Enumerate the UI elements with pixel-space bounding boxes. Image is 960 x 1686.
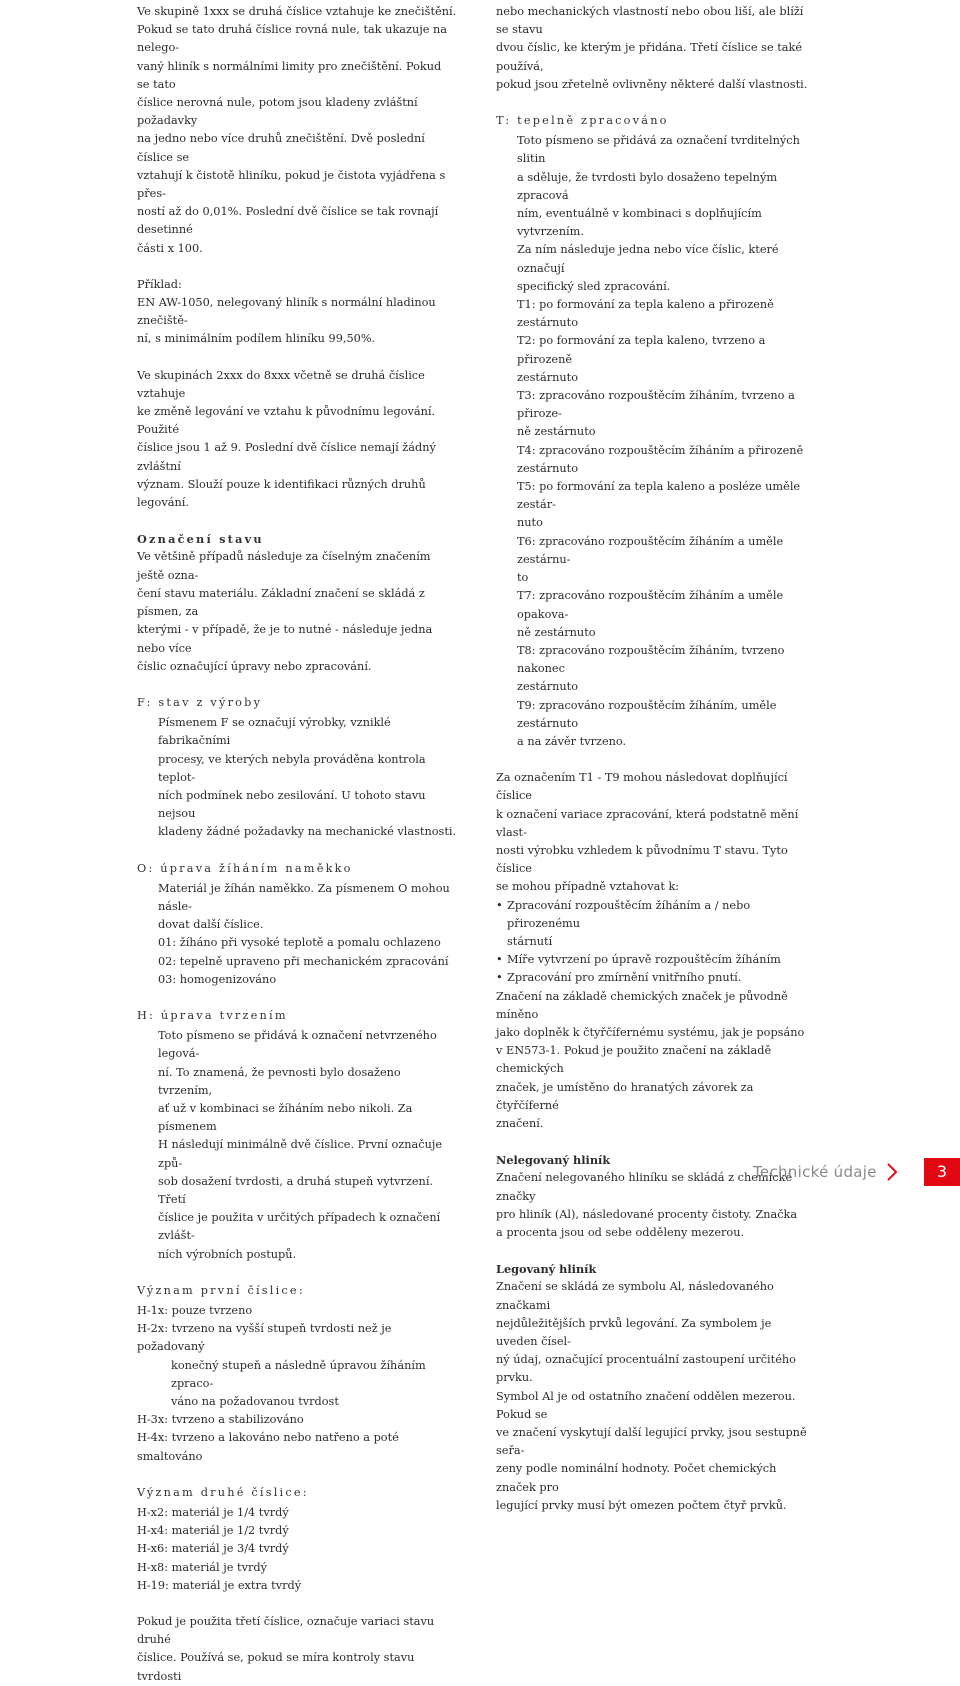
intro-paragraph	[137, 3, 457, 258]
text-line: Ve většině případů následuje za číselným značením ještě ozna-	[137, 550, 431, 582]
nonalloy-heading: Nelegovaný hliník	[496, 1153, 611, 1168]
text-line: se mohou případně vztahovat k:	[496, 880, 680, 894]
item-code: H-4x:	[137, 1431, 172, 1445]
t-item-line: T6: zpracováno rozpouštěcím žíháním a uměle zestárnu-	[517, 534, 784, 566]
text-line: EN AW-1050, nelegovaný hliník s normální hladinou znečiště-	[137, 296, 436, 328]
chemical-paragraph	[496, 988, 811, 1134]
h-paragraph	[137, 1027, 457, 1264]
t-paragraph	[496, 132, 811, 296]
text-line: ním, eventuálně v kombinaci s doplňujícím vytvrzením.	[517, 207, 762, 239]
text-line: Ve skupinách 2xxx do 8xxx včetně se druhá číslice vztahuje	[137, 368, 425, 400]
t-item-line: T1: po formování za tepla kaleno a přirozeně zestárnuto	[517, 298, 774, 330]
text-line: nebo mechanických vlastností nebo obou liší, ale blíží se stavu	[496, 5, 804, 37]
text-line: číslice. Používá se, pokud se míra kontroly stavu tvrdosti	[137, 1651, 415, 1683]
alloy-paragraph	[496, 1278, 811, 1515]
t-variation-list	[496, 897, 811, 988]
list-item	[496, 969, 811, 987]
f-heading: F: stav z výroby	[137, 695, 263, 709]
text-line: vztahují k čistotě hliníku, pokud je čistota vyjádřena s přes-	[137, 168, 446, 201]
second-digit-list	[137, 1504, 457, 1595]
text-line: H-x8: materiál je tvrdý	[137, 1560, 267, 1574]
text-line: zeny podle nominální hodnoty. Počet chemických značek pro	[496, 1462, 777, 1494]
t-item-line: zestárnuto	[517, 461, 579, 475]
text-line: H-x6: materiál je 3/4 tvrdý	[137, 1542, 289, 1556]
list-item	[137, 1302, 457, 1320]
text-line: ve značení vyskytují další legující prvky, jsou sestupně seřa-	[496, 1426, 807, 1458]
text-line: 01: žíháno při vysoké teplotě a pomalu ochlazeno	[158, 936, 441, 950]
text-line: Značení nelegovaného hliníku se skládá z chemické značky	[496, 1171, 793, 1203]
text-line: Značení na základě chemických značek je původně míněno	[496, 989, 788, 1021]
text-line: význam. Slouží pouze k identifikaci různých druhů legování.	[137, 477, 426, 510]
t-heading: T: tepelně zpracováno	[496, 114, 669, 128]
text-line: značek, je umístěno do hranatých závorek za čtyřčíferné	[496, 1080, 754, 1112]
text-line: Symbol Al je od ostatního značení oddělen mezerou. Pokud se	[496, 1389, 796, 1421]
text-line: ních výrobních postupů.	[158, 1247, 297, 1261]
text-line: Za ním následuje jedna nebo více číslic, které označují	[517, 243, 779, 275]
text-line: Značení se skládá ze symbolu Al, následovaného značkami	[496, 1280, 774, 1312]
o-paragraph	[137, 880, 457, 989]
text-line: čení stavu materiálu. Základní značení se skládá z písmen, za	[137, 586, 425, 619]
text-line: značení.	[496, 1116, 544, 1130]
bullet-line: • Míře vytvrzení po úpravě rozpouštěcím žíháním	[507, 953, 781, 967]
list-item	[137, 1429, 457, 1465]
text-line: číslic označující úpravy nebo zpracování.	[137, 659, 372, 673]
list-item	[137, 1320, 457, 1411]
example-paragraph	[137, 276, 457, 349]
t-item-line: zestárnuto	[517, 680, 579, 694]
item-line: váno na požadovanou tvrdost	[171, 1395, 339, 1409]
text-line: ní, s minimálním podílem hliníku 99,50%.	[137, 332, 376, 346]
text-line: 03: homogenizováno	[158, 972, 277, 986]
h-heading: H: úprava tvrzením	[137, 1008, 288, 1022]
text-line: dvou číslic, ke kterým je přidána. Třetí číslice se také používá,	[496, 41, 803, 73]
text-line: číslice nerovná nule, potom jsou kladeny zvláštní požadavky	[137, 96, 418, 128]
bullet-line: • Zpracování rozpouštěcím žíháním a / nebo přirozenému	[507, 898, 751, 930]
text-line: 02: tepelně upraveno při mechanickém zpracování	[158, 954, 449, 968]
t-item-line: zestárnuto	[517, 370, 579, 384]
first-digit-list	[137, 1302, 457, 1466]
item-code: H-3x:	[137, 1413, 172, 1427]
text-line: ních podmínek nebo zesilování. U tohoto stavu nejsou	[158, 788, 426, 821]
text-line: dovat další číslice.	[158, 918, 264, 932]
text-line: Toto písmeno se přidává k označení netvrzeného legová-	[158, 1029, 437, 1061]
text-line: H-19: materiál je extra tvrdý	[137, 1578, 302, 1592]
text-line: specifický sled zpracování.	[517, 279, 671, 293]
text-line: Pokud je použita třetí číslice, označuje variaci stavu druhé	[137, 1615, 435, 1647]
chevron-right-icon	[885, 1161, 899, 1183]
t-list	[496, 296, 811, 751]
t-item-line: T9: zpracováno rozpouštěcím žíháním, uměle zestárnuto	[517, 698, 777, 730]
t-item-line: T8: zpracováno rozpouštěcím žíháním, tvrzeno nakonec	[517, 643, 785, 676]
bullet-line: stárnutí	[507, 934, 553, 948]
first-digit-heading: Význam první číslice:	[137, 1283, 305, 1297]
text-line: k označení variace zpracování, která podstatně mění vlast-	[496, 807, 799, 839]
text-line: sob dosažení tvrdosti, a druhá stupeň vytvrzení. Třetí	[158, 1174, 434, 1206]
text-line: ke změně legování ve vztahu k původnímu legování. Použité	[137, 405, 436, 437]
text-line: a procenta jsou od sebe odděleny mezerou.	[496, 1226, 745, 1239]
state-paragraph	[137, 548, 457, 675]
text-line: vaný hliník s normálními limity pro znečištění. Pokud se tato	[137, 59, 442, 91]
text-line: legující prvky musí být omezen počtem čtyř prvků.	[496, 1498, 787, 1512]
item-line	[137, 1302, 457, 1320]
t-item-line: T7: zpracováno rozpouštěcím žíháním a uměle opakova-	[517, 589, 784, 621]
text-line: pokud jsou zřetelně ovlivněny některé další vlastnosti.	[496, 77, 808, 91]
section-label: Technické údaje	[753, 1162, 877, 1181]
text-line: H-x4: materiál je 1/2 tvrdý	[137, 1524, 289, 1538]
text-line: pro hliník (Al), následované procenty čistoty. Značka	[496, 1207, 798, 1221]
right-column	[496, 3, 811, 1515]
list-item	[496, 951, 811, 969]
page-footer	[753, 1158, 960, 1186]
text-line: H-x2: materiál je 1/4 tvrdý	[137, 1506, 289, 1520]
item-text: tvrzeno a lakováno nebo natřeno a poté smaltováno	[137, 1431, 399, 1463]
text-line: číslice je použita v určitých případech k označení zvlášt-	[158, 1211, 441, 1243]
o-heading: O: úprava žíháním naměkko	[137, 861, 353, 875]
alloy-heading: Legovaný hliník	[496, 1262, 597, 1277]
text-line: ní. To znamená, že pevnosti bylo dosaženo tvrzením,	[158, 1065, 401, 1097]
t-item-line: to	[517, 571, 529, 585]
t-item-line: ně zestárnuto	[517, 625, 596, 639]
text-line: ností až do 0,01%. Poslední dvě číslice se tak rovnají desetinné	[137, 205, 439, 237]
text-line: Ve skupině 1xxx se druhá číslice vztahuje ke znečištění.	[137, 5, 457, 18]
text-line: H následují minimálně dvě číslice. První označuje způ-	[158, 1138, 443, 1170]
text-line: číslice jsou 1 až 9. Poslední dvě číslice nemají žádný zvláštní	[137, 441, 436, 473]
text-line: Pokud se tato druhá číslice rovná nule, tak ukazuje na nelego-	[137, 23, 448, 55]
item-code: H-1x:	[137, 1304, 172, 1317]
groups-paragraph	[137, 367, 457, 513]
state-heading: Označení stavu	[137, 532, 264, 547]
text-line: na jedno nebo více druhů znečištění. Dvě poslední číslice se	[137, 132, 425, 164]
item-line: konečný stupeň a následně úpravou žíháním zpraco-	[171, 1358, 426, 1390]
text-line: nejdůležitějších prvků legování. Za symbolem je uveden čísel-	[496, 1316, 772, 1349]
f-paragraph	[137, 714, 457, 841]
text-line: v EN573-1. Pokud je použito značení na základě chemických	[496, 1044, 772, 1076]
t-item-line: T3: zpracováno rozpouštěcím žíháním, tvrzeno a přiroze-	[517, 389, 795, 421]
t-item-line: ně zestárnuto	[517, 425, 596, 439]
list-item	[496, 897, 811, 952]
text-line: kterými - v případě, že je to nutné - následuje jedna nebo více	[137, 623, 433, 655]
item-line	[137, 1411, 457, 1429]
t-item-line: T2: po formování za tepla kaleno, tvrzeno a přirozeně	[517, 334, 766, 366]
text-line: Toto písmeno se přidává za označení tvrditelných slitin	[517, 134, 800, 166]
item-text: pouze tvrzeno	[171, 1304, 253, 1317]
text-line: Příklad:	[137, 277, 182, 291]
text-line: Písmenem F se označují výrobky, vzniklé fabrikačními	[158, 716, 391, 748]
item-text: tvrzeno a stabilizováno	[171, 1413, 304, 1427]
text-line: procesy, ve kterých nebyla prováděna kontrola teplot-	[158, 752, 426, 784]
left-column	[137, 3, 457, 1686]
item-text: tvrzeno na vyšší stupeň tvrdosti než je požadovaný	[137, 1322, 392, 1354]
text-line: jako doplněk k čtyřčífernému systému, jak je popsáno	[496, 1025, 805, 1039]
item-line	[137, 1320, 457, 1356]
t-variation-paragraph	[496, 769, 811, 896]
continuation-paragraph	[496, 3, 811, 94]
text-line: Za označením T1 - T9 mohou následovat doplňující číslice	[496, 771, 788, 803]
item-line	[137, 1429, 457, 1465]
text-line: kladeny žádné požadavky na mechanické vlastnosti.	[158, 825, 457, 839]
list-item	[137, 1411, 457, 1429]
t-item-line: T4: zpracováno rozpouštěcím žíháním a přirozeně	[517, 443, 804, 457]
item-code: H-2x:	[137, 1322, 172, 1336]
text-line: ať už v kombinaci se žíháním nebo nikoli. Za písmenem	[158, 1101, 413, 1134]
t-item-line: a na závěr tvrzeno.	[517, 734, 627, 748]
t-item-line: nuto	[517, 516, 543, 530]
second-digit-heading: Význam druhé číslice:	[137, 1485, 309, 1499]
t-item-line: T5: po formování za tepla kaleno a posléze uměle zestár-	[517, 480, 801, 512]
text-line: a sděluje, že tvrdosti bylo dosaženo tepelným zpracová	[517, 170, 778, 202]
text-line: části x 100.	[137, 241, 203, 255]
page-number: 3	[924, 1158, 960, 1186]
text-line: Materiál je žíhán naměkko. Za písmenem O mohou násle-	[158, 881, 450, 913]
bullet-line: • Zpracování pro zmírnění vnitřního pnutí.	[507, 971, 742, 985]
text-line: ný údaj, označující procentuální zastoupení určitého prvku.	[496, 1353, 796, 1385]
third-digit-paragraph	[137, 1613, 457, 1686]
text-line: nosti výrobku vzhledem k původnímu T stavu. Tyto číslice	[496, 843, 788, 876]
